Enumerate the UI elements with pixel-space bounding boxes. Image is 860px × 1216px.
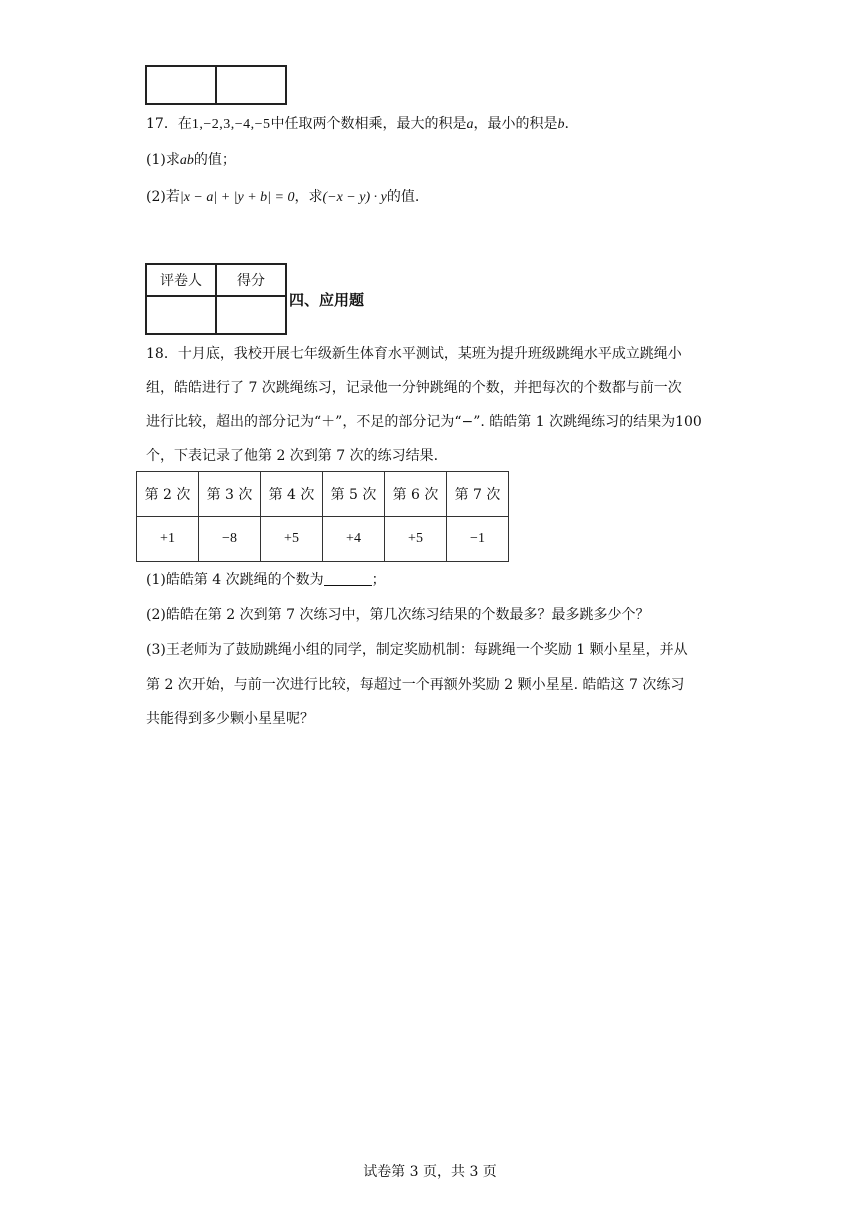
q17-part1-prefix: (1)求 [146,152,180,168]
q18-part1-prefix: (1)皓皓第 4 次跳绳的个数为 [146,572,324,588]
q17-text: 中任取两个数相乘，最大的积是 [270,116,467,132]
q17-var-b: b [557,117,565,132]
q17-end: . [564,116,569,132]
answer-blank[interactable] [324,571,372,586]
q18-line2: 组，皓皓进行了 7 次跳绳练习，记录他一分钟跳绳的个数，并把每次的个数都与前一次 [146,380,682,396]
score-cell [216,296,286,334]
section4-title: 四、应用题 [289,291,365,309]
q17-part1-var: ab [179,153,194,168]
q18-part2: (2)皓皓在第 2 次到第 7 次练习中，第几次练习结果的个数最多？最多跳多少个？ [146,607,650,623]
q17-intro: 在 [177,116,192,132]
table-value-cell: −8 [199,517,261,562]
grader-cell [146,296,216,334]
q18-results-table [136,471,509,562]
q17-part1 [146,150,236,171]
table-header-cell: 第 5 次 [323,472,385,517]
table-value-cell: +5 [261,517,323,562]
q17-part2 [146,187,419,208]
table-value-cell: +1 [137,517,199,562]
q18-line4: 个，下表记录了他第 2 次到第 7 次的练习结果. [146,448,439,464]
q18-part3-line3: 共能得到多少颗小星星呢？ [146,711,314,727]
table-value-cell: +4 [323,517,385,562]
table-header-cell: 第 4 次 [261,472,323,517]
q18-part1-suffix: ； [371,572,386,588]
grader-label: 评卷人 [146,264,216,296]
q17-part2-expression: (−x − y) · y [322,190,387,205]
table-header-cell: 第 3 次 [199,472,261,517]
table-value-cell: +5 [385,517,447,562]
q17-part2-suffix: 的值. [386,189,420,205]
q17-number: 17． [146,116,178,132]
score-box-cell [216,66,286,104]
section4-grade-box [145,263,287,335]
q18-line3: 进行比较，超出的部分记为“＋”，不足的部分记为“−”. 皓皓第 1 次跳绳练习的结果为100 [146,414,702,430]
table-header-row [137,472,509,517]
score-box-cell [146,66,216,104]
table-header-cell: 第 6 次 [385,472,447,517]
q18-line1: 18．十月底，我校开展七年级新生体育水平测试，某班为提升班级跳绳水平成立跳绳小 [146,346,682,362]
q18-part3-line2: 第 2 次开始，与前一次进行比较，每超过一个再额外奖励 2 颗小星星. 皓皓这 7 次练习 [146,677,685,693]
q17-part1-suffix: 的值； [193,152,236,168]
table-value-row [137,517,509,562]
q17-text-2: ，最小的积是 [473,116,558,132]
table-header-cell: 第 7 次 [447,472,509,517]
table-value-cell: −1 [447,517,509,562]
table-header-cell: 第 2 次 [137,472,199,517]
q17-stem [146,114,569,135]
q17-part2-equation: |x − a| + |y + b| = 0 [179,190,295,205]
q17-part2-mid: ，求 [294,189,323,205]
q18-part1 [146,570,386,590]
q17-var-a: a [466,117,474,132]
page-footer: 试卷第 3 页，共 3 页 [363,1164,497,1180]
q18-part3-line1: (3)王老师为了鼓励跳绳小组的同学，制定奖励机制：每跳绳一个奖励 1 颗小星星，并从 [146,642,688,658]
q17-numbers: 1,−2,3,−4,−5 [191,117,271,132]
q17-part2-prefix: (2)若 [146,189,180,205]
top-score-box [145,65,287,105]
score-label: 得分 [216,264,286,296]
